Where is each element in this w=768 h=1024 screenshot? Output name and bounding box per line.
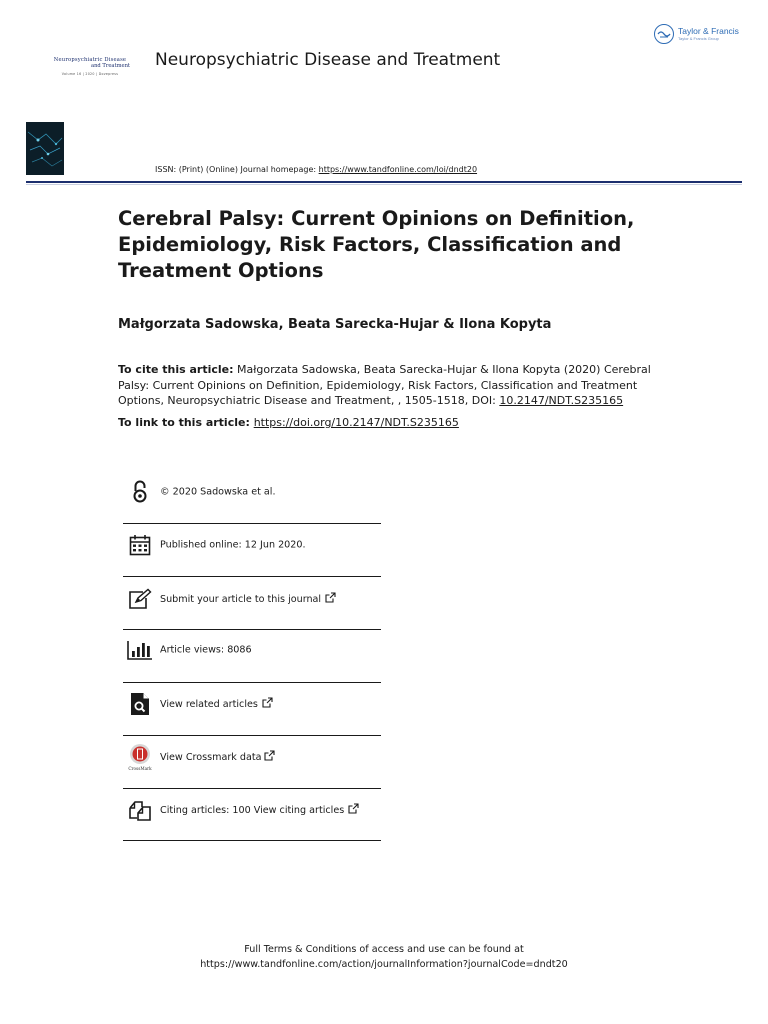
publisher-name: Taylor & Francis	[678, 26, 739, 37]
copyright-text: © 2020 Sadowska et al.	[160, 486, 276, 498]
header-divider-thin	[26, 184, 742, 185]
related-articles-link[interactable]	[160, 697, 273, 711]
publisher-sub: Taylor & Francis Group	[678, 35, 719, 41]
journal-homepage-link[interactable]: https://www.tandfonline.com/loi/dndt20	[318, 165, 478, 174]
open-access-icon	[127, 479, 153, 505]
footer-line1: Full Terms & Conditions of access and use can be found at	[244, 944, 524, 955]
crossmark-text: View Crossmark data	[160, 752, 262, 763]
citing-articles-text: Citing articles: 100 View citing articles	[160, 805, 345, 816]
journal-title: Neuropsychiatric Disease and Treatment	[155, 50, 501, 70]
tf-wave-icon	[654, 24, 674, 44]
article-doi-link[interactable]: https://doi.org/10.2147/NDT.S235165	[253, 416, 459, 429]
article-views-row	[124, 624, 381, 676]
journal-logo	[44, 57, 136, 76]
cite-text: Małgorzata Sadowska, Beata Sarecka-Hujar & Ilona Kopyta (2020) Cerebral Palsy: Current Opinions on Definition, Epidemiology, Risk Factors, Classification and Treatment Options, Neuropsychiatric Disease and Treatment, , 1505-1518, DOI:	[118, 363, 651, 407]
header-divider	[26, 181, 742, 183]
crossmark-icon	[127, 744, 153, 770]
external-link-icon	[348, 803, 359, 817]
taylor-francis-logo[interactable]	[654, 22, 754, 46]
submit-article-link[interactable]	[160, 592, 336, 606]
submit-article-row[interactable]	[124, 573, 381, 625]
citing-documents-icon	[127, 797, 153, 823]
citing-articles-row[interactable]	[124, 784, 381, 836]
external-link-icon	[264, 750, 275, 764]
cite-block	[118, 362, 678, 409]
published-row	[124, 519, 381, 571]
related-articles-text: View related articles	[160, 699, 258, 710]
document-search-icon	[127, 691, 153, 717]
citing-articles-link[interactable]	[160, 803, 359, 817]
footer-terms-link[interactable]: https://www.tandfonline.com/action/journalInformation?journalCode=dndt20	[200, 959, 568, 970]
cite-doi-link[interactable]: 10.2147/NDT.S235165	[499, 394, 624, 407]
bar-chart-icon	[127, 637, 153, 663]
open-access-row	[124, 466, 381, 518]
row-divider	[123, 840, 381, 841]
svg-text:CrossMark: CrossMark	[128, 766, 152, 771]
crossmark-row[interactable]	[124, 731, 381, 783]
submit-article-text: Submit your article to this journal	[160, 594, 322, 605]
issn-text: ISSN: (Print) (Online) Journal homepage:	[155, 165, 319, 174]
issn-line	[155, 165, 477, 174]
crossmark-link[interactable]	[160, 750, 275, 764]
link-label: To link to this article:	[118, 416, 254, 429]
cite-label: To cite this article:	[118, 363, 234, 376]
related-articles-row[interactable]	[124, 678, 381, 730]
external-link-icon	[262, 697, 273, 711]
journal-cover-image	[26, 122, 64, 175]
published-text: Published online: 12 Jun 2020.	[160, 539, 306, 551]
calendar-icon	[127, 532, 153, 558]
link-block	[118, 416, 459, 429]
article-authors: Małgorzata Sadowska, Beata Sarecka-Hujar & Ilona Kopyta	[118, 317, 552, 332]
article-title: Cerebral Palsy: Current Opinions on Definition, Epidemiology, Risk Factors, Classification and Treatment Options	[118, 207, 635, 282]
journal-logo-line2: and Treatment	[90, 63, 130, 69]
journal-logo-line3: Volume 16 | 2020 | Dovepress	[61, 72, 119, 76]
edit-icon	[127, 586, 153, 612]
external-link-icon	[325, 592, 336, 606]
journal-logo-line1: Neuropsychiatric Disease	[53, 57, 127, 63]
footer-terms	[0, 942, 768, 972]
article-views-text: Article views: 8086	[160, 644, 252, 656]
